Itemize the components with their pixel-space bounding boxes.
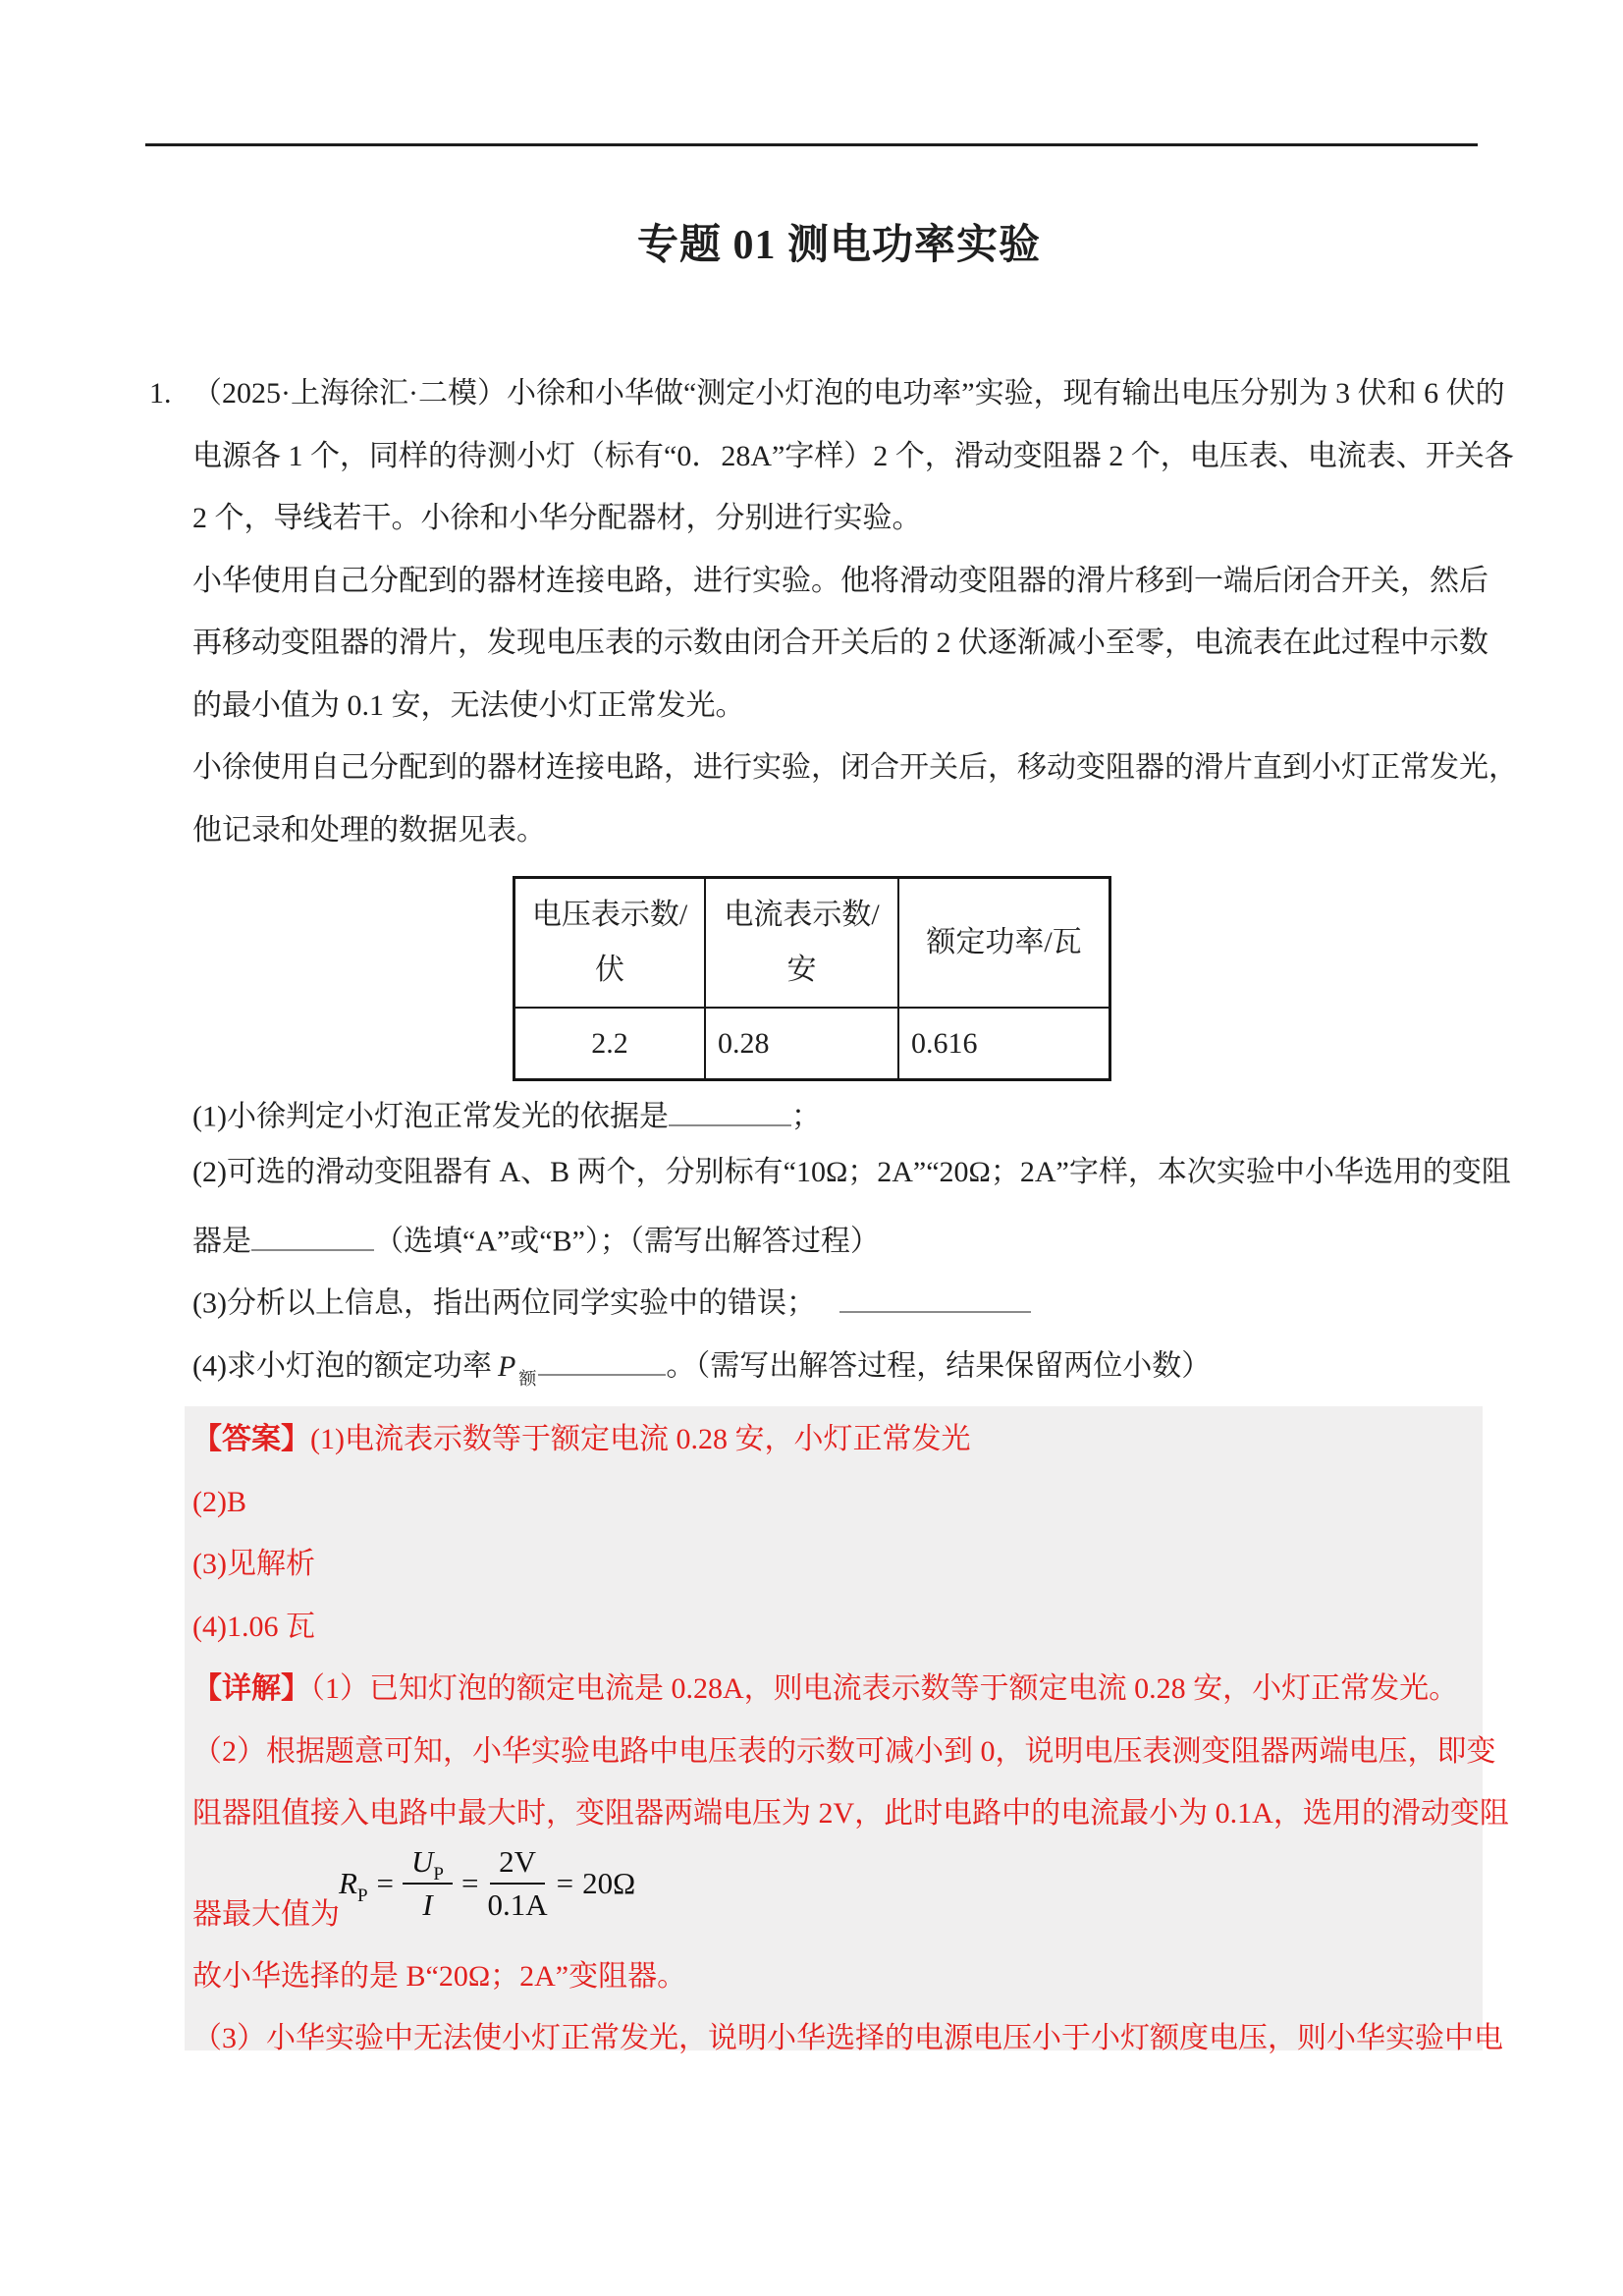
doc-title: 专题 01 测电功率实验 xyxy=(636,223,1041,268)
subquestion-2-cont: 器是 （选填“A”或“B”）；（需写出解答过程） xyxy=(192,1218,880,1260)
answer-blank xyxy=(669,1093,791,1126)
power-subscript: 额 xyxy=(518,1368,537,1389)
answer-line-3: (3)见解析 xyxy=(192,1548,315,1580)
question-line: 的最小值为 0.1 安，无法使小灯正常发光。 xyxy=(192,689,745,722)
table-header-row xyxy=(514,878,1110,1009)
question-line: 小徐使用自己分配到的器材连接电路，进行实验，闭合开关后，移动变阻器的滑片直到小灯正常发光， xyxy=(192,751,1518,784)
question-line: （2025·上海徐汇·二模）小徐和小华做“测定小灯泡的电功率”实验，现有输出电压分别为 3 伏和 6 伏的 xyxy=(192,377,1505,410)
formula-result: 20Ω xyxy=(582,1866,636,1900)
question-line: 再移动变阻器的滑片，发现电压表的示数由闭合开关后的 2 伏逐渐减小至零，电流表在此过程中示数 xyxy=(192,627,1488,659)
subquestion-3: (3)分析以上信息，指出两位同学实验中的错误； xyxy=(192,1280,1031,1322)
detail-line-3: 阻器阻值接入电路中最大时，变阻器两端电压为 2V，此时电路中的电流最小为 0.1A，选用的滑动变阻 xyxy=(192,1797,1509,1830)
detail-line-5: 故小华选择的是 B“20Ω；2A”变阻器。 xyxy=(192,1960,687,1993)
equals-sign: = xyxy=(376,1866,394,1900)
question-line: 2 个，导线若干。小徐和小华分配器材，分别进行实验。 xyxy=(192,502,922,534)
answer-blank xyxy=(839,1280,1031,1313)
answer-blank xyxy=(538,1342,666,1376)
detail-formula-label: 器最大值为 xyxy=(192,1898,340,1931)
fraction-numeric: $\frac{2V}{0.1A}$ xyxy=(487,1844,548,1922)
resistance-formula xyxy=(339,1844,635,1923)
table-header-voltage: 电压表示数/ 伏 xyxy=(514,878,706,1009)
answer-blank xyxy=(251,1218,374,1251)
question-line: 电源各 1 个，同样的待测小灯（标有“0．28A”字样）2 个，滑动变阻器 2 个，电压表、电流表、开关各 xyxy=(192,440,1514,472)
answer-line-4: (4)1.06 瓦 xyxy=(192,1611,315,1643)
detail-label: 【详解】 xyxy=(192,1672,310,1705)
power-symbol: P xyxy=(497,1349,516,1383)
question-line: 他记录和处理的数据见表。 xyxy=(192,814,546,847)
answer-line-1: 【答案】(1)电流表示数等于额定电流 0.28 安，小灯正常发光 xyxy=(192,1423,971,1455)
table-cell-power: 0.616 xyxy=(898,1008,1110,1080)
header-rule xyxy=(145,143,1478,146)
equals-sign: = xyxy=(460,1866,479,1900)
question-number: 1. xyxy=(149,377,172,410)
detail-line-6: （3）小华实验中无法使小灯正常发光，说明小华选择的电源电压小于小灯额度电压，则小华实验中电 xyxy=(192,2022,1503,2054)
table-data-row xyxy=(514,1008,1110,1080)
measurement-table xyxy=(513,876,1111,1081)
table-header-current: 电流表示数/ 安 xyxy=(705,878,898,1009)
subquestion-4: (4)求小灯泡的额定功率 P $_额$ 。（需写出解答过程，结果保留两位小数） xyxy=(192,1342,1211,1388)
question-line: 小华使用自己分配到的器材连接电路，进行实验。他将滑动变阻器的滑片移到一端后闭合开关，然后 xyxy=(192,565,1488,597)
table-cell-current: 0.28 xyxy=(705,1008,898,1080)
answer-block-background xyxy=(185,1406,1483,2050)
table-cell-voltage: 2.2 xyxy=(514,1008,706,1080)
formula-lhs: $R_P$ xyxy=(339,1866,368,1906)
answer-label: 【答案】 xyxy=(192,1423,310,1455)
detail-line-1: 【详解】（1）已知灯泡的额定电流是 0.28A，则电流表示数等于额定电流 0.28 安，小灯正常发光。 xyxy=(192,1672,1459,1705)
subquestion-1: (1)小徐判定小灯泡正常发光的依据是 ； xyxy=(192,1093,821,1135)
table-header-power: 额定功率/瓦 xyxy=(898,878,1110,1009)
fraction-symbolic: $\frac{U_P}{I}$ xyxy=(403,1844,453,1923)
detail-line-2: （2）根据题意可知，小华实验电路中电压表的示数可减小到 0，说明电压表测变阻器两端电压，即变 xyxy=(192,1735,1496,1768)
answer-line-2: (2)B xyxy=(192,1486,246,1518)
subquestion-2: (2)可选的滑动变阻器有 A、B 两个，分别标有“10Ω；2A”“20Ω；2A”字样，本次实验中小华选用的变阻 xyxy=(192,1156,1511,1188)
equals-sign: = xyxy=(556,1866,574,1900)
